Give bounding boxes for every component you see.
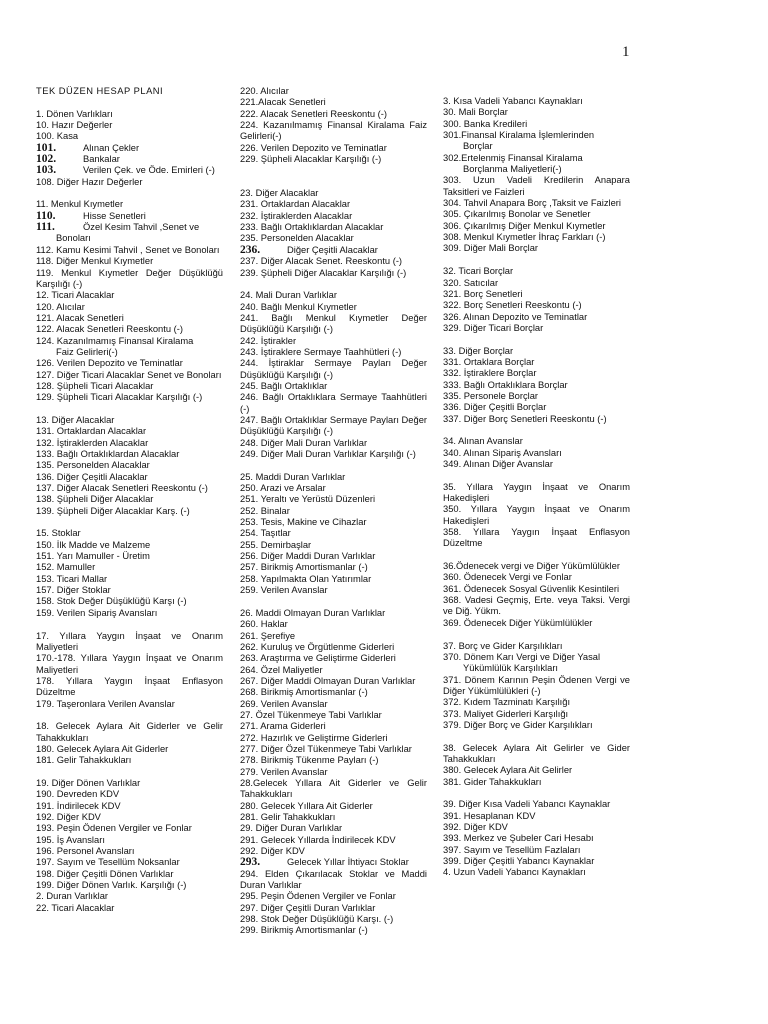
account-line: 1. Dönen Varlıkları: [36, 108, 113, 119]
account-line: 332. İştiraklere Borçlar: [443, 368, 537, 379]
account-code: 103.: [36, 164, 57, 177]
account-label: Alınan Çekler: [83, 142, 140, 153]
account-line: 26. Maddi Olmayan Duran Varlıklar: [240, 607, 386, 618]
account-line: 13. Diğer Alacaklar: [36, 414, 115, 425]
account-line: 124. Kazanılmamış Finansal Kiralama: [36, 335, 194, 346]
account-line: 196. Personel Avansları: [36, 846, 135, 857]
account-line: 17. Yıllara Yaygın İnşaat ve Onarım Maliyetleri: [36, 630, 223, 652]
account-line: 340. Alınan Sipariş Avansları: [443, 447, 562, 458]
account-line: 231. Ortaklardan Alacaklar: [240, 199, 351, 210]
account-line: 240. Bağlı Menkul Kıymetler: [240, 301, 357, 312]
account-line: 281. Gelir Tahakkukları: [240, 812, 336, 822]
account-line: 138. Şüpheli Diğer Alacaklar: [36, 494, 154, 505]
account-line: 298. Stok Değer Düşüklüğü Karşı. (-): [240, 914, 394, 925]
account-line: 257. Birikmiş Amortismanlar (-): [240, 562, 368, 573]
account-line: 220. Alıcılar: [240, 86, 289, 96]
account-line: 233. Bağlı Ortaklıklardan Alacaklar: [240, 222, 384, 233]
account-line: 136. Diğer Çeşitli Alacaklar: [36, 471, 148, 482]
account-label: Gelecek Yıllar İhtiyacı Stoklar: [287, 857, 409, 868]
account-line: 380. Gelecek Aylara Ait Gelirler: [443, 765, 573, 776]
account-line: 27. Özel Tükenmeye Tabi Varlıklar: [240, 709, 382, 720]
account-line: 302.Ertelenmiş Finansal Kiralama: [443, 152, 583, 163]
account-line: 120. Alıcılar: [36, 301, 85, 312]
account-line: 393. Merkez ve Şubeler Cari Hesabı: [443, 833, 594, 844]
account-line: 37. Borç ve Gider Karşılıkları: [443, 640, 563, 651]
account-line: 29. Diğer Duran Varlıklar: [240, 823, 343, 834]
account-line: 191. İndirilecek KDV: [36, 800, 121, 811]
account-line: [36, 165, 223, 176]
account-line: 335. Personele Borçlar: [443, 390, 539, 401]
account-line: 133. Bağlı Ortaklıklardan Alacaklar: [36, 449, 180, 459]
account-line: 121. Alacak Senetleri: [36, 312, 124, 323]
account-column-2: [240, 86, 427, 937]
account-code: 236.: [240, 243, 261, 256]
account-line: 308. Menkul Kıymetler İhraç Farkları (-): [443, 232, 606, 243]
account-column-3: [443, 96, 630, 879]
account-line: [240, 857, 427, 868]
account-line: 195. İş Avansları: [36, 834, 105, 845]
account-line: 304. Tahvil Anapara Borç ,Taksit ve Faizleri: [443, 198, 621, 209]
account-line: 18. Gelecek Aylara Ait Giderler ve Gelir Tahakkukları: [36, 721, 223, 743]
account-line: 369. Ödenecek Diğer Yükümlülükler: [443, 617, 593, 628]
account-line: 10. Hazır Değerler: [36, 120, 113, 131]
account-label: Özel Kesim Tahvil ,Senet ve: [83, 222, 200, 233]
account-line: 303. Uzun Vadeli Kredilerin Anapara Taksitleri ve Faizleri: [443, 175, 630, 197]
account-line: 22. Ticari Alacaklar: [36, 902, 115, 913]
account-line: 122. Alacak Senetleri Reeskontu (-): [36, 324, 183, 335]
account-line: 279. Verilen Avanslar: [240, 766, 328, 777]
account-line: 23. Diğer Alacaklar: [240, 188, 319, 199]
account-line: Yükümlülük Karşılıkları: [463, 663, 559, 674]
account-line: 301.Finansal Kiralama İşlemlerinden: [443, 130, 595, 141]
account-line: 226. Verilen Depozito ve Teminatlar: [240, 142, 387, 153]
account-line: Faiz Gelirleri(-): [56, 346, 118, 357]
account-line: 306. Çıkarılmış Diğer Menkul Kıymetler: [443, 220, 606, 231]
account-line: 247. Bağlı Ortaklıklar Sermaye Payları Değer Düşüklüğü Karşılığı (-): [240, 414, 427, 437]
account-line: [36, 154, 223, 165]
account-line: 299. Birikmiş Amortismanlar (-): [240, 925, 368, 936]
account-line: 246. Bağlı Ortaklıklara Sermaye Taahhütleri (-): [240, 392, 427, 414]
account-line: 242. İştirakler: [240, 335, 297, 346]
account-line: 256. Diğer Maddi Duran Varlıklar: [240, 551, 376, 562]
account-line: 248. Diğer Mali Duran Varlıklar: [240, 437, 368, 448]
account-line: [36, 222, 223, 233]
account-line: 38. Gelecek Aylara Ait Gelirler ve Gider Tahakkukları: [443, 742, 630, 764]
account-line: 258. Yapılmakta Olan Yatırımlar: [240, 573, 372, 584]
account-line: 269. Verilen Avanslar: [240, 698, 328, 709]
account-line: 243. İştiraklere Sermaye Taahhütleri (-): [240, 346, 402, 357]
account-line: 150. İlk Madde ve Malzeme: [36, 539, 151, 550]
account-line: 294. Elden Çıkarılacak Stoklar ve Maddi Duran Varlıklar: [240, 868, 427, 891]
account-line: 235. Personelden Alacaklar: [240, 233, 354, 244]
account-line: 221.Alacak Senetleri: [240, 97, 326, 108]
account-line: 237. Diğer Alacak Senet. Reeskontu (-): [240, 256, 403, 267]
page-number: 1: [622, 44, 630, 60]
account-line: 392. Diğer KDV: [443, 822, 508, 832]
account-line: 261. Şerefiye: [240, 630, 296, 641]
account-line: 24. Mali Duran Varlıklar: [240, 290, 337, 301]
document-title: TEK DÜZEN HESAP PLANI: [36, 86, 164, 96]
account-line: 326. Alınan Depozito ve Teminatlar: [443, 311, 588, 322]
account-line: 255. Demirbaşlar: [240, 539, 312, 550]
account-line: 254. Taşıtlar: [240, 528, 291, 539]
account-line: 320. Satıcılar: [443, 277, 499, 288]
account-line: [240, 245, 427, 256]
account-line: 322. Borç Senetleri Reeskontu (-): [443, 300, 582, 311]
account-line: 337. Diğer Borç Senetleri Reeskontu (-): [443, 413, 607, 424]
account-line: 199. Diğer Dönen Varlık. Karşılığı (-): [36, 880, 187, 891]
account-line: 152. Mamuller: [36, 562, 96, 573]
account-line: 32. Ticari Borçlar: [443, 266, 514, 277]
account-code: 101.: [36, 141, 57, 154]
account-line: 137. Diğer Alacak Senetleri Reeskontu (-): [36, 483, 208, 494]
account-line: 399. Diğer Çeşitli Yabancı Kaynaklar: [443, 856, 595, 867]
account-line: 297. Diğer Çeşitli Duran Varlıklar: [240, 902, 376, 913]
account-line: 397. Sayım ve Tesellüm Fazlaları: [443, 844, 581, 855]
account-code: 293.: [240, 856, 261, 869]
account-line: 28.Gelecek Yıllara Ait Giderler ve Gelir Tahakkukları: [240, 777, 427, 800]
account-line: 229. Şüpheli Alacaklar Karşılığı (-): [240, 154, 382, 165]
account-label: Bankalar: [83, 154, 120, 165]
account-line: 358. Yıllara Yaygın İnşaat Enflasyon Düzeltme: [443, 527, 630, 549]
account-line: 100. Kasa: [36, 131, 79, 142]
account-line: 127. Diğer Ticari Alacaklar Senet ve Bonoları: [36, 369, 222, 380]
account-line: 36.Ödenecek vergi ve Diğer Yükümlülükler: [443, 561, 620, 572]
account-line: 309. Diğer Mali Borçlar: [443, 243, 539, 254]
account-line: 2. Duran Varlıklar: [36, 891, 109, 902]
account-line: 245. Bağlı Ortaklıklar: [240, 380, 328, 391]
account-line: 251. Yeraltı ve Yerüstü Düzenleri: [240, 494, 376, 505]
account-line: 321. Borç Senetleri: [443, 288, 523, 299]
account-line: 180. Gelecek Aylara Ait Giderler: [36, 743, 169, 754]
account-line: 336. Diğer Çeşitli Borçlar: [443, 402, 547, 413]
account-line: 224. Kazanılmamış Finansal Kiralama Faiz Gelirleri(-): [240, 120, 427, 142]
account-line: 368. Vadesi Geçmiş, Erte. veya Taksi. Vergi ve Diğ. Yükm.: [443, 595, 630, 617]
account-line: 129. Şüpheli Ticari Alacaklar Karşılığı (-): [36, 392, 203, 403]
account-line: Borçlanma Maliyetleri(-): [463, 164, 562, 175]
account-line: 361. Ödenecek Sosyal Güvenlik Kesintileri: [443, 583, 620, 594]
account-line: 12. Ticari Alacaklar: [36, 290, 115, 301]
account-line: 132. İştiraklerden Alacaklar: [36, 437, 149, 448]
account-line: 272. Hazırlık ve Geliştirme Giderleri: [240, 732, 388, 743]
account-line: 239. Şüpheli Diğer Alacaklar Karşılığı (-): [240, 267, 407, 278]
account-line: 11. Menkul Kıymetler: [36, 199, 124, 210]
account-line: 198. Diğer Çeşitli Dönen Varlıklar: [36, 868, 174, 879]
account-line: 19. Diğer Dönen Varlıklar: [36, 777, 141, 788]
account-line: 30. Mali Borçlar: [443, 107, 508, 118]
account-line: 253. Tesis, Makine ve Cihazlar: [240, 517, 367, 528]
account-code: 111.: [36, 221, 55, 234]
account-line: 241. Bağlı Menkul Kıymetler Değer Düşüklüğü Karşılığı (-): [240, 312, 427, 335]
account-line: 232. İştiraklerden Alacaklar: [240, 210, 353, 221]
account-column-1: [36, 86, 223, 914]
account-line: 158. Stok Değer Düşüklüğü Karşı (-): [36, 596, 187, 607]
account-line: [36, 211, 223, 222]
account-label: Verilen Çek. ve Öde. Emirleri (-): [83, 165, 215, 176]
account-line: 371. Dönem Karının Peşin Ödenen Vergi ve Diğer Yükümlülükleri (-): [443, 674, 630, 696]
account-line: 4. Uzun Vadeli Yabancı Kaynakları: [443, 867, 586, 878]
account-line: 108. Diğer Hazır Değerler: [36, 176, 143, 187]
account-line: [36, 143, 223, 154]
account-line: 292. Diğer KDV: [240, 846, 305, 857]
account-line: 3. Kısa Vadeli Yabancı Kaynakları: [443, 96, 583, 106]
account-line: 379. Diğer Borç ve Gider Karşılıkları: [443, 719, 593, 730]
account-line: 263. Araştırma ve Geliştirme Giderleri: [240, 653, 396, 664]
account-line: 350. Yıllara Yaygın İnşaat ve Onarım Hakedişleri: [443, 504, 630, 526]
account-line: 15. Stoklar: [36, 528, 81, 539]
account-line: 360. Ödenecek Vergi ve Fonlar: [443, 572, 572, 583]
account-line: 34. Alınan Avanslar: [443, 436, 523, 447]
account-line: 268. Birikmiş Amortismanlar (-): [240, 687, 368, 698]
account-line: 329. Diğer Ticari Borçlar: [443, 322, 544, 333]
account-line: 300. Banka Kredileri: [443, 118, 528, 129]
account-line: 178. Yıllara Yaygın İnşaat Enflasyon Düzeltme: [36, 675, 223, 698]
account-line: 126. Verilen Depozito ve Teminatlar: [36, 358, 183, 369]
account-code: 110.: [36, 209, 56, 222]
account-line: 280. Gelecek Yıllara Ait Giderler: [240, 800, 373, 811]
account-line: 193. Peşin Ödenen Vergiler ve Fonlar: [36, 823, 192, 834]
account-line: 179. Taşeronlara Verilen Avanslar: [36, 698, 175, 709]
account-line: 277. Diğer Özel Tükenmeye Tabi Varlıklar: [240, 743, 412, 754]
account-line: 153. Ticari Mallar: [36, 573, 108, 584]
account-line: 197. Sayım ve Tesellüm Noksanlar: [36, 857, 180, 868]
account-line: 267. Diğer Maddi Olmayan Duran Varlıklar: [240, 675, 416, 686]
account-line: 260. Haklar: [240, 619, 288, 630]
account-line: 370. Dönem Karı Vergi ve Diğer Yasal: [443, 651, 601, 662]
account-line: 39. Diğer Kısa Vadeli Yabancı Kaynaklar: [443, 799, 611, 810]
account-line: Bonoları: [56, 233, 91, 244]
account-line: 259. Verilen Avanslar: [240, 585, 328, 596]
account-line: 373. Maliyet Giderleri Karşılığı: [443, 708, 569, 719]
account-line: 295. Peşin Ödenen Vergiler ve Fonlar: [240, 891, 396, 902]
account-line: 139. Şüpheli Diğer Alacaklar Karş. (-): [36, 505, 190, 516]
account-line: 291. Gelecek Yıllarda İndirilecek KDV: [240, 834, 396, 845]
account-line: 118. Diğer Menkul Kıymetler: [36, 256, 154, 267]
account-line: 192. Diğer KDV: [36, 812, 101, 822]
account-line: 278. Birikmiş Tükenme Payları (-): [240, 755, 379, 766]
account-label: Diğer Çeşitli Alacaklar: [287, 244, 378, 255]
account-line: 349. Alınan Diğer Avanslar: [443, 459, 553, 469]
account-line: 119. Menkul Kıymetler Değer Düşüklüğü Karşılığı (-): [36, 267, 223, 289]
account-line: 305. Çıkarılmış Bonolar ve Senetler: [443, 209, 591, 220]
account-line: 35. Yıllara Yaygın İnşaat ve Onarım Hakedişleri: [443, 481, 630, 504]
account-line: 157. Diğer Stoklar: [36, 585, 111, 596]
account-line: 128. Şüpheli Ticari Alacaklar: [36, 380, 154, 391]
account-line: 244. İştiraklar Sermaye Payları Değer Düşüklüğü Karşılığı (-): [240, 358, 427, 380]
account-line: 131. Ortaklardan Alacaklar: [36, 426, 147, 437]
account-line: 333. Bağlı Ortaklıklara Borçlar: [443, 379, 568, 390]
account-line: 249. Diğer Mali Duran Varlıklar Karşılığı (-): [240, 449, 416, 459]
account-line: 151. Yarı Mamuller - Üretim: [36, 551, 150, 562]
account-line: 264. Özel Maliyetler: [240, 664, 323, 675]
account-line: 112. Kamu Kesimi Tahvil , Senet ve Bonoları: [36, 244, 220, 255]
account-line: 250. Arazi ve Arsalar: [240, 483, 326, 494]
account-line: 381. Gider Tahakkukları: [443, 776, 542, 787]
account-line: 170.-178. Yıllara Yaygın İnşaat ve Onarım Maliyetleri: [36, 653, 223, 675]
account-line: 331. Ortaklara Borçlar: [443, 356, 535, 367]
account-line: 262. Kuruluş ve Örgütlenme Giderleri: [240, 641, 395, 652]
account-line: 135. Personelden Alacaklar: [36, 460, 150, 471]
account-line: 271. Arama Giderleri: [240, 721, 326, 732]
account-label: Hisse Senetleri: [83, 210, 146, 221]
account-line: 181. Gelir Tahakkukları: [36, 755, 132, 766]
account-line: 372. Kıdem Tazminatı Karşılığı: [443, 697, 571, 708]
account-line: 222. Alacak Senetleri Reeskontu (-): [240, 108, 387, 119]
account-line: 391. Hesaplanan KDV: [443, 810, 536, 821]
account-line: 25. Maddi Duran Varlıklar: [240, 471, 346, 482]
account-line: 190. Devreden KDV: [36, 789, 120, 800]
account-line: 159. Verilen Sipariş Avansları: [36, 607, 158, 618]
account-line: 33. Diğer Borçlar: [443, 345, 514, 356]
account-line: Borçlar: [463, 141, 493, 152]
account-code: 102.: [36, 153, 57, 166]
account-line: 252. Binalar: [240, 505, 290, 516]
